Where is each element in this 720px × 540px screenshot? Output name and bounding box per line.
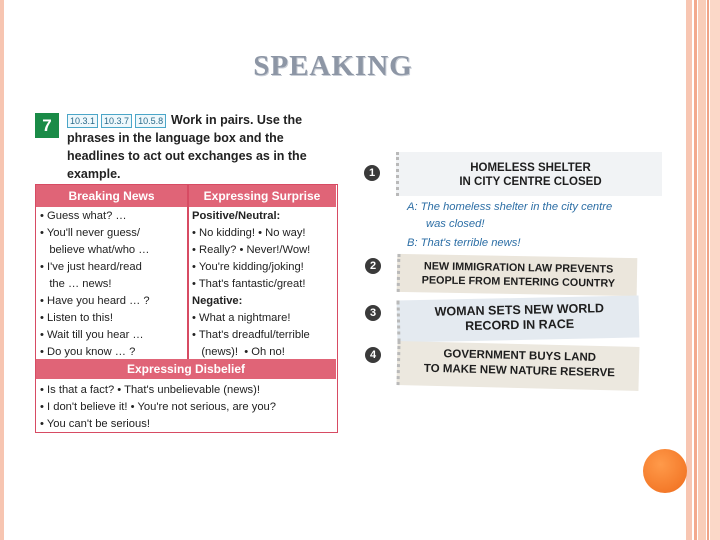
headline-text: NEW IMMIGRATION LAW PREVENTS (423, 260, 614, 276)
right-border-stripe (707, 0, 709, 540)
phrase-line: • Do you know … ? (40, 346, 136, 358)
instruction-line: headlines to act out exchanges as in the (67, 149, 307, 163)
headline-text: RECORD IN RACE (464, 316, 575, 334)
headline-strip (396, 341, 639, 391)
right-border-stripe (694, 0, 697, 540)
column-divider (187, 185, 189, 359)
instruction-line: phrases in the language box and the (67, 131, 284, 145)
negative-label: Negative: (192, 295, 243, 307)
headline-strip (397, 295, 640, 342)
dialog-line: was closed! (426, 218, 485, 230)
standard-code: 10.3.1 (67, 114, 98, 128)
right-border-stripe (710, 0, 720, 540)
phrase-line: • Guess what? … (40, 210, 127, 222)
headline-text: HOMELESS SHELTER (470, 162, 591, 174)
slide-title: SPEAKING (253, 50, 413, 82)
breaking-news-header: Breaking News (36, 185, 187, 207)
phrase-line: • I don't believe it! • You're not serious, are you? (40, 401, 277, 413)
standard-code: 10.5.8 (135, 114, 166, 128)
right-border-stripe (686, 0, 692, 540)
exercise-number-badge: 7 (35, 113, 59, 138)
standard-codes (67, 114, 166, 128)
instruction-line: Work in pairs. Use the (171, 113, 303, 127)
decorative-orange-circle (643, 449, 687, 493)
right-border-stripe (698, 0, 706, 540)
headline-number: 4 (365, 347, 381, 363)
language-box (35, 184, 338, 433)
phrase-line: • I've just heard/read (40, 261, 142, 273)
phrase-line: • Is that a fact? • That's unbelievable (news)! (40, 384, 260, 396)
phrase-line: • Have you heard … ? (40, 295, 150, 307)
phrase-line: • Listen to this! (40, 312, 113, 324)
positive-label: Positive/Neutral: (192, 210, 281, 222)
expressing-disbelief-header: Expressing Disbelief (36, 359, 336, 379)
dialog-line: A: The homeless shelter in the city centre (407, 201, 613, 213)
headline-text: GOVERNMENT BUYS LAND (443, 348, 597, 364)
phrase-line: • No kidding! • No way! (192, 227, 306, 239)
phrase-line: • That's dreadful/terrible (192, 329, 310, 341)
headline-number: 2 (365, 258, 381, 274)
headline-strip (396, 152, 662, 196)
phrase-line: • You're kidding/joking! (192, 261, 304, 273)
phrase-line: • You'll never guess/ (40, 227, 140, 239)
phrase-line: • You can't be serious! (40, 418, 150, 430)
standard-code: 10.3.7 (101, 114, 132, 128)
phrase-line: • Really? • Never!/Wow! (192, 244, 311, 256)
dialog-line: B: That's terrible news! (407, 237, 521, 249)
instruction-line: example. (67, 167, 121, 181)
headline-text: WOMAN SETS NEW WORLD (434, 301, 605, 319)
phrase-line: (news)! • Oh no! (192, 346, 285, 358)
headline-text: PEOPLE FROM ENTERING COUNTRY (421, 274, 616, 290)
phrase-line: • What a nightmare! (192, 312, 291, 324)
headline-text: IN CITY CENTRE CLOSED (459, 176, 602, 188)
expressing-surprise-header: Expressing Surprise (188, 185, 336, 207)
phrase-line: • Wait till you hear … (40, 329, 144, 341)
headline-text: TO MAKE NEW NATURE RESERVE (423, 362, 616, 380)
headline-number: 3 (365, 305, 381, 321)
headline-strip (397, 254, 638, 296)
phrase-line: the … news! (40, 278, 112, 290)
phrase-line: believe what/who … (40, 244, 150, 256)
headline-number: 1 (364, 165, 380, 181)
phrase-line: • That's fantastic/great! (192, 278, 306, 290)
